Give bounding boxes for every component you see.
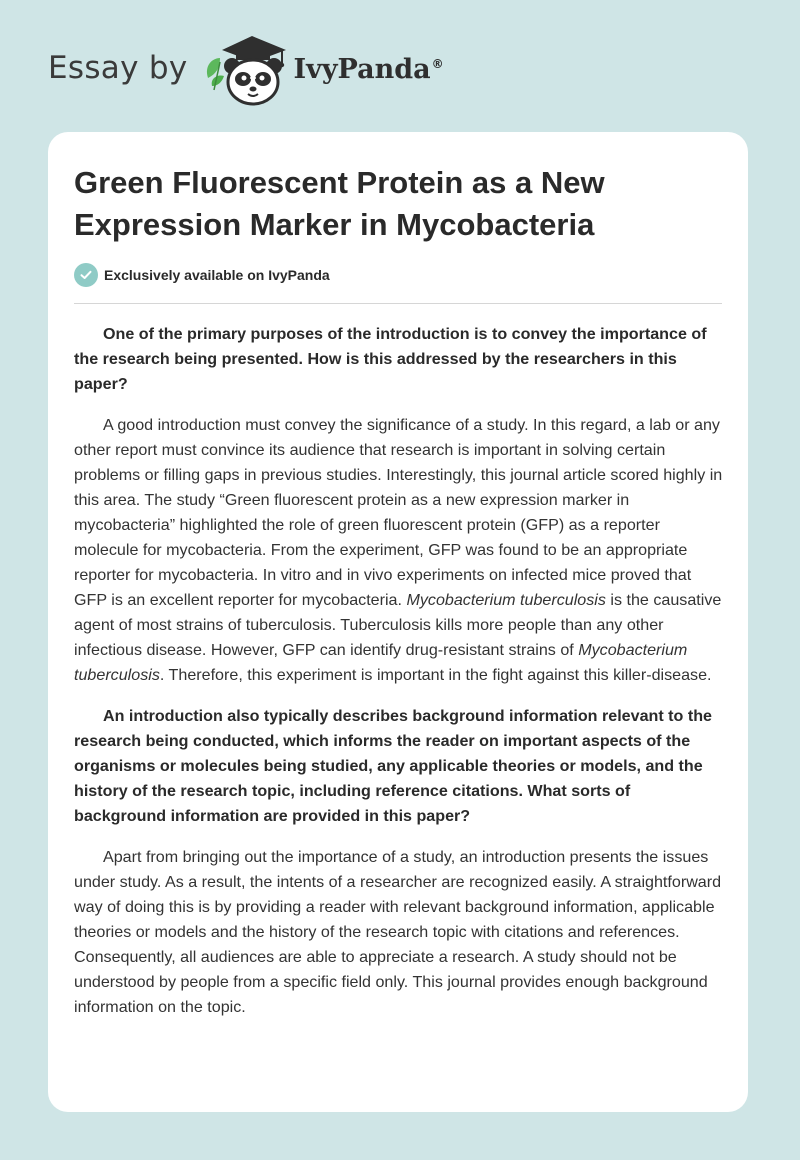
panda-logo-icon[interactable] <box>202 28 294 108</box>
check-circle-icon <box>74 263 98 287</box>
question-paragraph: One of the primary purposes of the introduction is to convey the importance of the research being presented. How is this addressed by the researchers in this paper? <box>74 325 707 393</box>
answer-paragraph: A good introduction must convey the significance of a study. In this regard, a lab or any other report must convince its audience that research is important in solving certain problems or filling gaps in previous studies. Interestingly, this journal article scored highly in this area. The study “Green fluorescent protein as a new expression marker in mycobacteria” highlighted the role of green fluorescent protein (GFP) as a reporter molecule for mycobacteria. From the experiment, GFP was found to be an appropriate reporter for mycobacteria. In vitro and in vivo experiments on infected mice proved that GFP is an excellent reporter for mycobacteria. Mycobacterium tuberculosis is the causative agent of most strains of tuberculosis. Tuberculosis kills more people than any other infectious disease. However, GFP can identify drug-resistant strains of Mycobacterium tuberculosis. Therefore, this experiment is important in the fight against this killer-disease. <box>74 416 723 684</box>
brand-name[interactable]: IvyPanda® <box>293 53 444 85</box>
site-header <box>48 28 444 108</box>
question-paragraph: An introduction also typically describes background information relevant to the research being conducted, which informs the reader on important aspects of the organisms or molecules being studied, any applicable theories or models, and the history of the research topic, including reference citations. What sorts of background information are provided in this paper? <box>74 707 712 825</box>
article-title: Green Fluorescent Protein as a New Expression Marker in Mycobacteria <box>74 165 605 242</box>
species-name: Mycobacterium tuberculosis <box>74 641 688 684</box>
essay-by-label: Essay by <box>48 50 188 86</box>
exclusive-badge <box>74 263 330 287</box>
article-card <box>48 132 748 1112</box>
article-body <box>74 322 724 1036</box>
registered-mark: ® <box>431 56 444 71</box>
answer-paragraph: Apart from bringing out the importance of a study, an introduction presents the issues under study. As a result, the intents of a researcher are recognized easily. A straightforward way of doing this is by providing a reader with relevant background information, applicable theories or models and the history of the research topic with citations and references. Consequently, all audiences are able to appreciate a research. A study should not be understood by people from a specific field only. This journal provides enough background information on the topic. <box>74 848 722 1016</box>
species-name: Mycobacterium tuberculosis <box>406 591 606 609</box>
title-divider <box>74 303 722 304</box>
exclusive-badge-label: Exclusively available on IvyPanda <box>104 267 330 283</box>
